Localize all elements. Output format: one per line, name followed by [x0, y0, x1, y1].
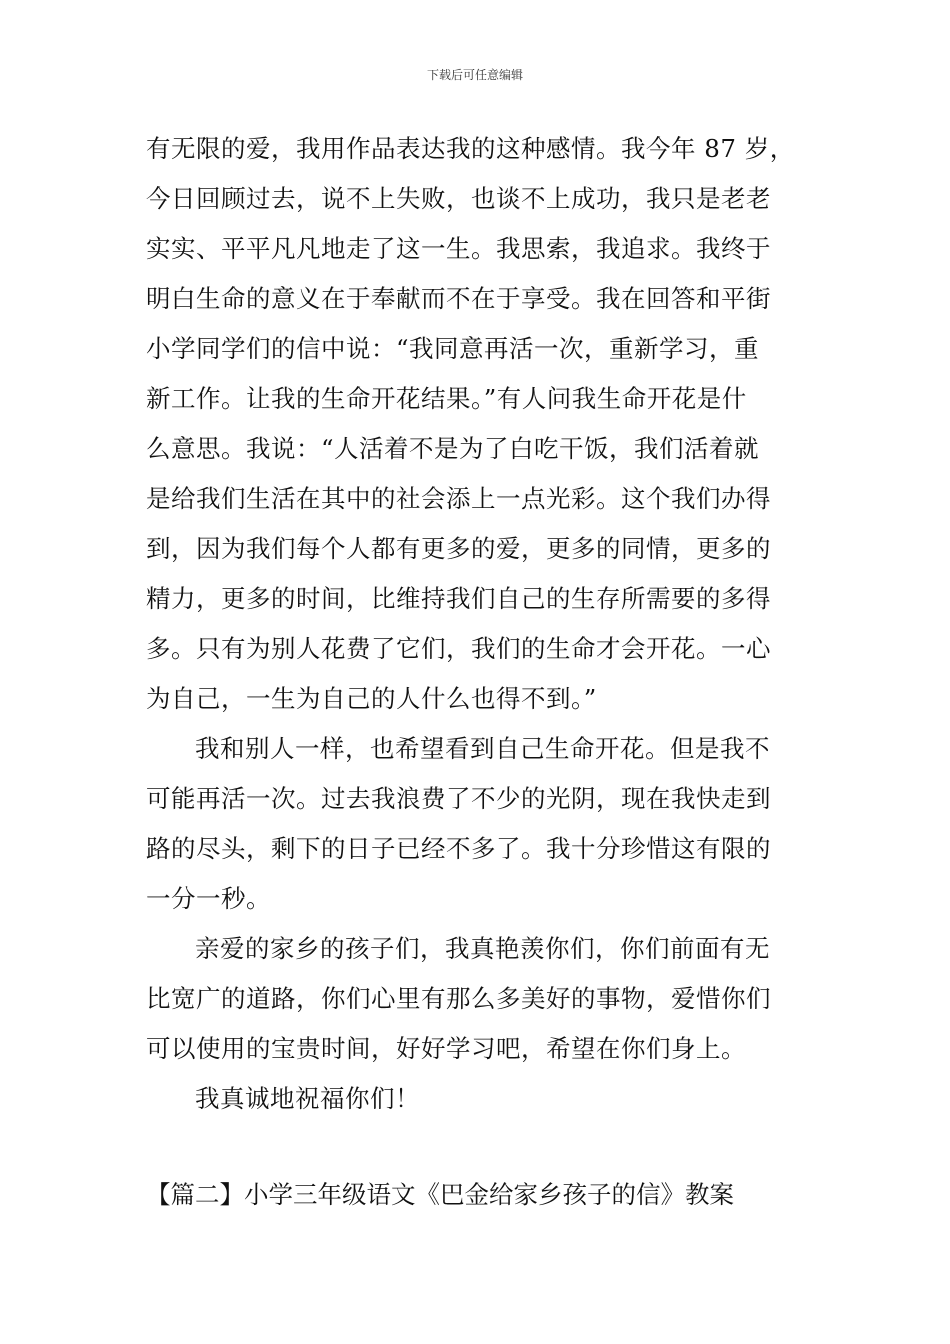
paragraph-start-line: 亲爱的家乡的孩子们，我真艳羡你们，你们前面有无: [195, 934, 770, 963]
text-line: 新工作。让我的生命开花结果。”有人问我生命开花是什: [146, 384, 747, 413]
text-line: 小学同学们的信中说：“我同意再活一次，重新学习，重: [146, 334, 760, 363]
closing-line: 我真诚地祝福你们！: [195, 1084, 420, 1113]
text-line: 今日回顾过去，说不上失败，也谈不上成功，我只是老老: [146, 184, 771, 213]
paragraph-start-line: 我和别人一样，也希望看到自己生命开花。但是我不: [195, 734, 770, 763]
section-heading: 【篇二】小学三年级语文《巴金给家乡孩子的信》教案: [146, 1180, 734, 1209]
text-line: 么意思。我说：“人活着不是为了白吃干饭，我们活着就: [146, 434, 760, 463]
text-line: 实实、平平凡凡地走了这一生。我思索，我追求。我终于: [146, 234, 771, 263]
text-line: 精力，更多的时间，比维持我们自己的生存所需要的多得: [146, 584, 771, 613]
text-line: 多。只有为别人花费了它们，我们的生命才会开花。一心: [146, 634, 771, 663]
text-line: 路的尽头，剩下的日子已经不多了。我十分珍惜这有限的: [146, 834, 771, 863]
letter-body: [146, 124, 811, 1124]
text-line: 是给我们生活在其中的社会添上一点光彩。这个我们办得: [146, 484, 771, 513]
text-line: 明白生命的意义在于奉献而不在于享受。我在回答和平街: [146, 284, 771, 313]
text-line: 比宽广的道路，你们心里有那么多美好的事物，爱惜你们: [146, 984, 771, 1013]
text-line: 一分一秒。: [146, 884, 271, 913]
text-line: 可以使用的宝贵时间，好好学习吧，希望在你们身上。: [146, 1034, 746, 1063]
page-header: 下载后可任意编辑: [426, 68, 523, 82]
text-line: 为自己，一生为自己的人什么也得不到。”: [146, 684, 597, 713]
text-line: 到，因为我们每个人都有更多的爱，更多的同情，更多的: [146, 534, 771, 563]
text-line: 有无限的爱，我用作品表达我的这种感情。我今年 87 岁，: [146, 134, 795, 163]
text-line: 可能再活一次。过去我浪费了不少的光阴，现在我快走到: [146, 784, 771, 813]
